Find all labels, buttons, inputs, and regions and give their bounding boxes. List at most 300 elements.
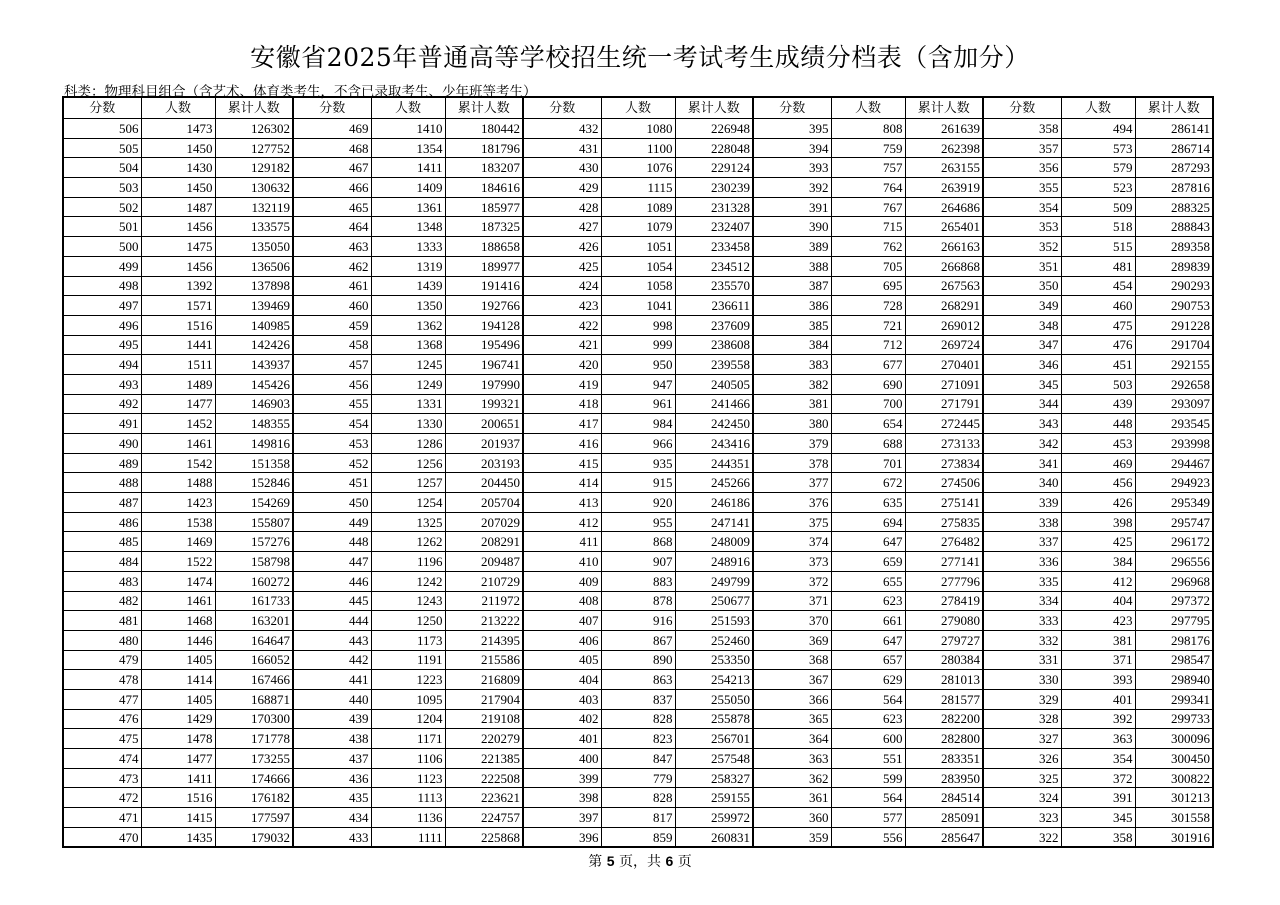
score-cell: 460 bbox=[293, 296, 371, 316]
cumulative-cell: 208291 bbox=[445, 532, 523, 552]
score-cell: 414 bbox=[523, 473, 601, 493]
score-cell: 332 bbox=[983, 630, 1061, 650]
score-cell: 359 bbox=[753, 827, 831, 847]
cumulative-cell: 183207 bbox=[445, 158, 523, 178]
count-cell: 654 bbox=[831, 414, 905, 434]
cumulative-cell: 283950 bbox=[905, 768, 983, 788]
score-cell: 351 bbox=[983, 256, 1061, 276]
cumulative-cell: 196741 bbox=[445, 355, 523, 375]
count-cell: 1405 bbox=[141, 689, 215, 709]
count-cell: 404 bbox=[1061, 591, 1135, 611]
cumulative-cell: 145426 bbox=[215, 374, 293, 394]
cumulative-cell: 253350 bbox=[675, 650, 753, 670]
cumulative-cell: 256701 bbox=[675, 729, 753, 749]
count-cell: 448 bbox=[1061, 414, 1135, 434]
score-cell: 482 bbox=[63, 591, 141, 611]
cumulative-cell: 129182 bbox=[215, 158, 293, 178]
count-cell: 1223 bbox=[371, 670, 445, 690]
count-cell: 688 bbox=[831, 434, 905, 454]
cumulative-cell: 236611 bbox=[675, 296, 753, 316]
score-cell: 362 bbox=[753, 768, 831, 788]
cumulative-cell: 293097 bbox=[1135, 394, 1213, 414]
table-row bbox=[63, 827, 1213, 847]
score-cell: 419 bbox=[523, 374, 601, 394]
cumulative-cell: 275141 bbox=[905, 493, 983, 513]
cumulative-cell: 149816 bbox=[215, 434, 293, 454]
cumulative-cell: 243416 bbox=[675, 434, 753, 454]
cumulative-cell: 283351 bbox=[905, 749, 983, 769]
score-cell: 425 bbox=[523, 256, 601, 276]
score-cell: 327 bbox=[983, 729, 1061, 749]
count-cell: 426 bbox=[1061, 493, 1135, 513]
cumulative-cell: 192766 bbox=[445, 296, 523, 316]
cumulative-cell: 225868 bbox=[445, 827, 523, 847]
score-cell: 417 bbox=[523, 414, 601, 434]
score-cell: 333 bbox=[983, 611, 1061, 631]
cumulative-cell: 301213 bbox=[1135, 788, 1213, 808]
cumulative-cell: 259972 bbox=[675, 808, 753, 828]
score-cell: 355 bbox=[983, 178, 1061, 198]
cumulative-cell: 293545 bbox=[1135, 414, 1213, 434]
count-cell: 391 bbox=[1061, 788, 1135, 808]
cumulative-cell: 295747 bbox=[1135, 512, 1213, 532]
count-cell: 1362 bbox=[371, 315, 445, 335]
score-cell: 409 bbox=[523, 571, 601, 591]
count-cell: 1051 bbox=[601, 237, 675, 257]
score-cell: 438 bbox=[293, 729, 371, 749]
score-cell: 429 bbox=[523, 178, 601, 198]
cumulative-cell: 200651 bbox=[445, 414, 523, 434]
cumulative-cell: 209487 bbox=[445, 552, 523, 572]
count-cell: 509 bbox=[1061, 197, 1135, 217]
cumulative-cell: 210729 bbox=[445, 571, 523, 591]
count-cell: 1474 bbox=[141, 571, 215, 591]
cumulative-cell: 126302 bbox=[215, 119, 293, 139]
score-cell: 379 bbox=[753, 434, 831, 454]
count-cell: 1330 bbox=[371, 414, 445, 434]
cumulative-cell: 140985 bbox=[215, 315, 293, 335]
cumulative-cell: 232407 bbox=[675, 217, 753, 237]
score-cell: 344 bbox=[983, 394, 1061, 414]
cumulative-cell: 265401 bbox=[905, 217, 983, 237]
score-cell: 345 bbox=[983, 374, 1061, 394]
score-cell: 349 bbox=[983, 296, 1061, 316]
count-cell: 398 bbox=[1061, 512, 1135, 532]
count-cell: 1123 bbox=[371, 768, 445, 788]
cumulative-cell: 277796 bbox=[905, 571, 983, 591]
count-cell: 907 bbox=[601, 552, 675, 572]
score-cell: 499 bbox=[63, 256, 141, 276]
cumulative-cell: 213222 bbox=[445, 611, 523, 631]
cumulative-cell: 191416 bbox=[445, 276, 523, 296]
cumulative-cell: 267563 bbox=[905, 276, 983, 296]
cumulative-cell: 280384 bbox=[905, 650, 983, 670]
score-cell: 364 bbox=[753, 729, 831, 749]
score-cell: 469 bbox=[293, 119, 371, 139]
count-cell: 672 bbox=[831, 473, 905, 493]
score-cell: 381 bbox=[753, 394, 831, 414]
count-cell: 757 bbox=[831, 158, 905, 178]
cumulative-cell: 179032 bbox=[215, 827, 293, 847]
score-cell: 413 bbox=[523, 493, 601, 513]
cumulative-cell: 188658 bbox=[445, 237, 523, 257]
cumulative-cell: 203193 bbox=[445, 453, 523, 473]
count-cell: 573 bbox=[1061, 138, 1135, 158]
cumulative-cell: 235570 bbox=[675, 276, 753, 296]
cumulative-cell: 293998 bbox=[1135, 434, 1213, 454]
count-cell: 890 bbox=[601, 650, 675, 670]
cumulative-cell: 278419 bbox=[905, 591, 983, 611]
score-cell: 329 bbox=[983, 689, 1061, 709]
cumulative-cell: 290293 bbox=[1135, 276, 1213, 296]
cumulative-cell: 289358 bbox=[1135, 237, 1213, 257]
cumulative-cell: 269012 bbox=[905, 315, 983, 335]
score-cell: 448 bbox=[293, 532, 371, 552]
table-row bbox=[63, 138, 1213, 158]
count-cell: 998 bbox=[601, 315, 675, 335]
cumulative-cell: 263919 bbox=[905, 178, 983, 198]
table-row bbox=[63, 709, 1213, 729]
score-cell: 470 bbox=[63, 827, 141, 847]
cumulative-cell: 176182 bbox=[215, 788, 293, 808]
cumulative-cell: 291704 bbox=[1135, 335, 1213, 355]
count-cell: 1446 bbox=[141, 630, 215, 650]
cumulative-cell: 286714 bbox=[1135, 138, 1213, 158]
cumulative-cell: 161733 bbox=[215, 591, 293, 611]
count-cell: 705 bbox=[831, 256, 905, 276]
header-count-5: 人数 bbox=[1061, 97, 1135, 119]
count-cell: 647 bbox=[831, 630, 905, 650]
cumulative-cell: 287816 bbox=[1135, 178, 1213, 198]
cumulative-cell: 139469 bbox=[215, 296, 293, 316]
cumulative-cell: 184616 bbox=[445, 178, 523, 198]
header-score-4: 分数 bbox=[753, 97, 831, 119]
score-cell: 361 bbox=[753, 788, 831, 808]
cumulative-cell: 258327 bbox=[675, 768, 753, 788]
count-cell: 523 bbox=[1061, 178, 1135, 198]
count-cell: 1095 bbox=[371, 689, 445, 709]
score-cell: 380 bbox=[753, 414, 831, 434]
count-cell: 1262 bbox=[371, 532, 445, 552]
count-cell: 1054 bbox=[601, 256, 675, 276]
score-cell: 415 bbox=[523, 453, 601, 473]
cumulative-cell: 205704 bbox=[445, 493, 523, 513]
cumulative-cell: 133575 bbox=[215, 217, 293, 237]
count-cell: 1511 bbox=[141, 355, 215, 375]
count-cell: 1331 bbox=[371, 394, 445, 414]
count-cell: 1106 bbox=[371, 749, 445, 769]
score-cell: 373 bbox=[753, 552, 831, 572]
table-row bbox=[63, 571, 1213, 591]
cumulative-cell: 271091 bbox=[905, 374, 983, 394]
cumulative-cell: 292658 bbox=[1135, 374, 1213, 394]
count-cell: 1450 bbox=[141, 138, 215, 158]
score-cell: 423 bbox=[523, 296, 601, 316]
count-cell: 1286 bbox=[371, 434, 445, 454]
cumulative-cell: 263155 bbox=[905, 158, 983, 178]
score-cell: 445 bbox=[293, 591, 371, 611]
count-cell: 1456 bbox=[141, 217, 215, 237]
count-cell: 623 bbox=[831, 709, 905, 729]
header-cumulative-3: 累计人数 bbox=[675, 97, 753, 119]
count-cell: 828 bbox=[601, 788, 675, 808]
cumulative-cell: 271791 bbox=[905, 394, 983, 414]
cumulative-cell: 274506 bbox=[905, 473, 983, 493]
cumulative-cell: 187325 bbox=[445, 217, 523, 237]
cumulative-cell: 216809 bbox=[445, 670, 523, 690]
cumulative-cell: 234512 bbox=[675, 256, 753, 276]
score-cell: 440 bbox=[293, 689, 371, 709]
table-row bbox=[63, 217, 1213, 237]
count-cell: 1475 bbox=[141, 237, 215, 257]
cumulative-cell: 262398 bbox=[905, 138, 983, 158]
cumulative-cell: 171778 bbox=[215, 729, 293, 749]
page-footer bbox=[0, 851, 1280, 871]
cumulative-cell: 245266 bbox=[675, 473, 753, 493]
score-cell: 382 bbox=[753, 374, 831, 394]
count-cell: 966 bbox=[601, 434, 675, 454]
score-cell: 339 bbox=[983, 493, 1061, 513]
score-cell: 434 bbox=[293, 808, 371, 828]
cumulative-cell: 127752 bbox=[215, 138, 293, 158]
score-cell: 456 bbox=[293, 374, 371, 394]
score-cell: 354 bbox=[983, 197, 1061, 217]
score-cell: 446 bbox=[293, 571, 371, 591]
count-cell: 1423 bbox=[141, 493, 215, 513]
count-cell: 1392 bbox=[141, 276, 215, 296]
count-cell: 1488 bbox=[141, 473, 215, 493]
count-cell: 551 bbox=[831, 749, 905, 769]
footer-middle: 页，共 bbox=[614, 854, 666, 870]
score-cell: 378 bbox=[753, 453, 831, 473]
count-cell: 695 bbox=[831, 276, 905, 296]
score-cell: 502 bbox=[63, 197, 141, 217]
count-cell: 363 bbox=[1061, 729, 1135, 749]
cumulative-cell: 170300 bbox=[215, 709, 293, 729]
count-cell: 384 bbox=[1061, 552, 1135, 572]
score-cell: 484 bbox=[63, 552, 141, 572]
header-score-3: 分数 bbox=[523, 97, 601, 119]
cumulative-cell: 295349 bbox=[1135, 493, 1213, 513]
score-cell: 468 bbox=[293, 138, 371, 158]
count-cell: 1111 bbox=[371, 827, 445, 847]
count-cell: 1571 bbox=[141, 296, 215, 316]
table-row bbox=[63, 749, 1213, 769]
score-cell: 393 bbox=[753, 158, 831, 178]
cumulative-cell: 146903 bbox=[215, 394, 293, 414]
table-row bbox=[63, 552, 1213, 572]
score-cell: 323 bbox=[983, 808, 1061, 828]
cumulative-cell: 260831 bbox=[675, 827, 753, 847]
score-cell: 324 bbox=[983, 788, 1061, 808]
cumulative-cell: 246186 bbox=[675, 493, 753, 513]
count-cell: 1089 bbox=[601, 197, 675, 217]
count-cell: 1196 bbox=[371, 552, 445, 572]
cumulative-cell: 289839 bbox=[1135, 256, 1213, 276]
header-score-1: 分数 bbox=[63, 97, 141, 119]
score-cell: 366 bbox=[753, 689, 831, 709]
count-cell: 556 bbox=[831, 827, 905, 847]
score-cell: 384 bbox=[753, 335, 831, 355]
cumulative-cell: 185977 bbox=[445, 197, 523, 217]
score-cell: 350 bbox=[983, 276, 1061, 296]
score-cell: 431 bbox=[523, 138, 601, 158]
cumulative-cell: 248916 bbox=[675, 552, 753, 572]
cumulative-cell: 230239 bbox=[675, 178, 753, 198]
header-cumulative-5: 累计人数 bbox=[1135, 97, 1213, 119]
count-cell: 1171 bbox=[371, 729, 445, 749]
current-page-number: 5 bbox=[606, 853, 615, 869]
score-cell: 463 bbox=[293, 237, 371, 257]
count-cell: 1477 bbox=[141, 394, 215, 414]
count-cell: 920 bbox=[601, 493, 675, 513]
cumulative-cell: 217904 bbox=[445, 689, 523, 709]
table-row bbox=[63, 788, 1213, 808]
cumulative-cell: 270401 bbox=[905, 355, 983, 375]
cumulative-cell: 298547 bbox=[1135, 650, 1213, 670]
score-cell: 491 bbox=[63, 414, 141, 434]
count-cell: 659 bbox=[831, 552, 905, 572]
cumulative-cell: 151358 bbox=[215, 453, 293, 473]
score-distribution-table bbox=[62, 96, 1214, 848]
score-cell: 400 bbox=[523, 749, 601, 769]
cumulative-cell: 255878 bbox=[675, 709, 753, 729]
score-cell: 454 bbox=[293, 414, 371, 434]
score-cell: 375 bbox=[753, 512, 831, 532]
table-row bbox=[63, 315, 1213, 335]
cumulative-cell: 288325 bbox=[1135, 197, 1213, 217]
score-cell: 386 bbox=[753, 296, 831, 316]
table-row bbox=[63, 178, 1213, 198]
count-cell: 515 bbox=[1061, 237, 1135, 257]
count-cell: 1245 bbox=[371, 355, 445, 375]
cumulative-cell: 285647 bbox=[905, 827, 983, 847]
score-cell: 443 bbox=[293, 630, 371, 650]
table-row bbox=[63, 689, 1213, 709]
score-cell: 335 bbox=[983, 571, 1061, 591]
count-cell: 623 bbox=[831, 591, 905, 611]
cumulative-cell: 301558 bbox=[1135, 808, 1213, 828]
cumulative-cell: 288843 bbox=[1135, 217, 1213, 237]
table-row bbox=[63, 650, 1213, 670]
count-cell: 439 bbox=[1061, 394, 1135, 414]
cumulative-cell: 168871 bbox=[215, 689, 293, 709]
count-cell: 817 bbox=[601, 808, 675, 828]
cumulative-cell: 249799 bbox=[675, 571, 753, 591]
count-cell: 715 bbox=[831, 217, 905, 237]
count-cell: 1076 bbox=[601, 158, 675, 178]
score-cell: 388 bbox=[753, 256, 831, 276]
count-cell: 494 bbox=[1061, 119, 1135, 139]
total-page-number: 6 bbox=[665, 853, 674, 869]
score-cell: 404 bbox=[523, 670, 601, 690]
count-cell: 712 bbox=[831, 335, 905, 355]
score-cell: 449 bbox=[293, 512, 371, 532]
cumulative-cell: 299733 bbox=[1135, 709, 1213, 729]
score-cell: 356 bbox=[983, 158, 1061, 178]
table-row bbox=[63, 237, 1213, 257]
cumulative-cell: 238608 bbox=[675, 335, 753, 355]
header-cumulative-2: 累计人数 bbox=[445, 97, 523, 119]
table-row bbox=[63, 808, 1213, 828]
cumulative-cell: 268291 bbox=[905, 296, 983, 316]
score-cell: 474 bbox=[63, 749, 141, 769]
cumulative-cell: 282800 bbox=[905, 729, 983, 749]
cumulative-cell: 204450 bbox=[445, 473, 523, 493]
cumulative-cell: 148355 bbox=[215, 414, 293, 434]
count-cell: 1173 bbox=[371, 630, 445, 650]
count-cell: 423 bbox=[1061, 611, 1135, 631]
count-cell: 1429 bbox=[141, 709, 215, 729]
count-cell: 779 bbox=[601, 768, 675, 788]
score-cell: 406 bbox=[523, 630, 601, 650]
cumulative-cell: 173255 bbox=[215, 749, 293, 769]
count-cell: 1477 bbox=[141, 749, 215, 769]
count-cell: 808 bbox=[831, 119, 905, 139]
score-cell: 481 bbox=[63, 611, 141, 631]
count-cell: 867 bbox=[601, 630, 675, 650]
table-row bbox=[63, 158, 1213, 178]
score-cell: 407 bbox=[523, 611, 601, 631]
table-row bbox=[63, 453, 1213, 473]
cumulative-cell: 287293 bbox=[1135, 158, 1213, 178]
score-cell: 396 bbox=[523, 827, 601, 847]
score-cell: 370 bbox=[753, 611, 831, 631]
table-row bbox=[63, 355, 1213, 375]
cumulative-cell: 242450 bbox=[675, 414, 753, 434]
score-cell: 392 bbox=[753, 178, 831, 198]
count-cell: 694 bbox=[831, 512, 905, 532]
score-cell: 395 bbox=[753, 119, 831, 139]
score-cell: 447 bbox=[293, 552, 371, 572]
cumulative-cell: 266163 bbox=[905, 237, 983, 257]
count-cell: 690 bbox=[831, 374, 905, 394]
count-cell: 1461 bbox=[141, 591, 215, 611]
count-cell: 859 bbox=[601, 827, 675, 847]
score-cell: 365 bbox=[753, 709, 831, 729]
score-cell: 490 bbox=[63, 434, 141, 454]
score-cell: 486 bbox=[63, 512, 141, 532]
count-cell: 1411 bbox=[371, 158, 445, 178]
cumulative-cell: 275835 bbox=[905, 512, 983, 532]
cumulative-cell: 273133 bbox=[905, 434, 983, 454]
count-cell: 677 bbox=[831, 355, 905, 375]
count-cell: 915 bbox=[601, 473, 675, 493]
cumulative-cell: 281577 bbox=[905, 689, 983, 709]
footer-suffix: 页 bbox=[673, 854, 692, 870]
score-cell: 352 bbox=[983, 237, 1061, 257]
table-row bbox=[63, 434, 1213, 454]
cumulative-cell: 220279 bbox=[445, 729, 523, 749]
count-cell: 358 bbox=[1061, 827, 1135, 847]
score-cell: 489 bbox=[63, 453, 141, 473]
score-cell: 347 bbox=[983, 335, 1061, 355]
score-cell: 424 bbox=[523, 276, 601, 296]
count-cell: 767 bbox=[831, 197, 905, 217]
score-cell: 466 bbox=[293, 178, 371, 198]
score-cell: 369 bbox=[753, 630, 831, 650]
cumulative-cell: 174666 bbox=[215, 768, 293, 788]
score-cell: 450 bbox=[293, 493, 371, 513]
score-cell: 405 bbox=[523, 650, 601, 670]
count-cell: 999 bbox=[601, 335, 675, 355]
table-row bbox=[63, 276, 1213, 296]
count-cell: 1461 bbox=[141, 434, 215, 454]
score-cell: 441 bbox=[293, 670, 371, 690]
count-cell: 1409 bbox=[371, 178, 445, 198]
count-cell: 1414 bbox=[141, 670, 215, 690]
count-cell: 1348 bbox=[371, 217, 445, 237]
